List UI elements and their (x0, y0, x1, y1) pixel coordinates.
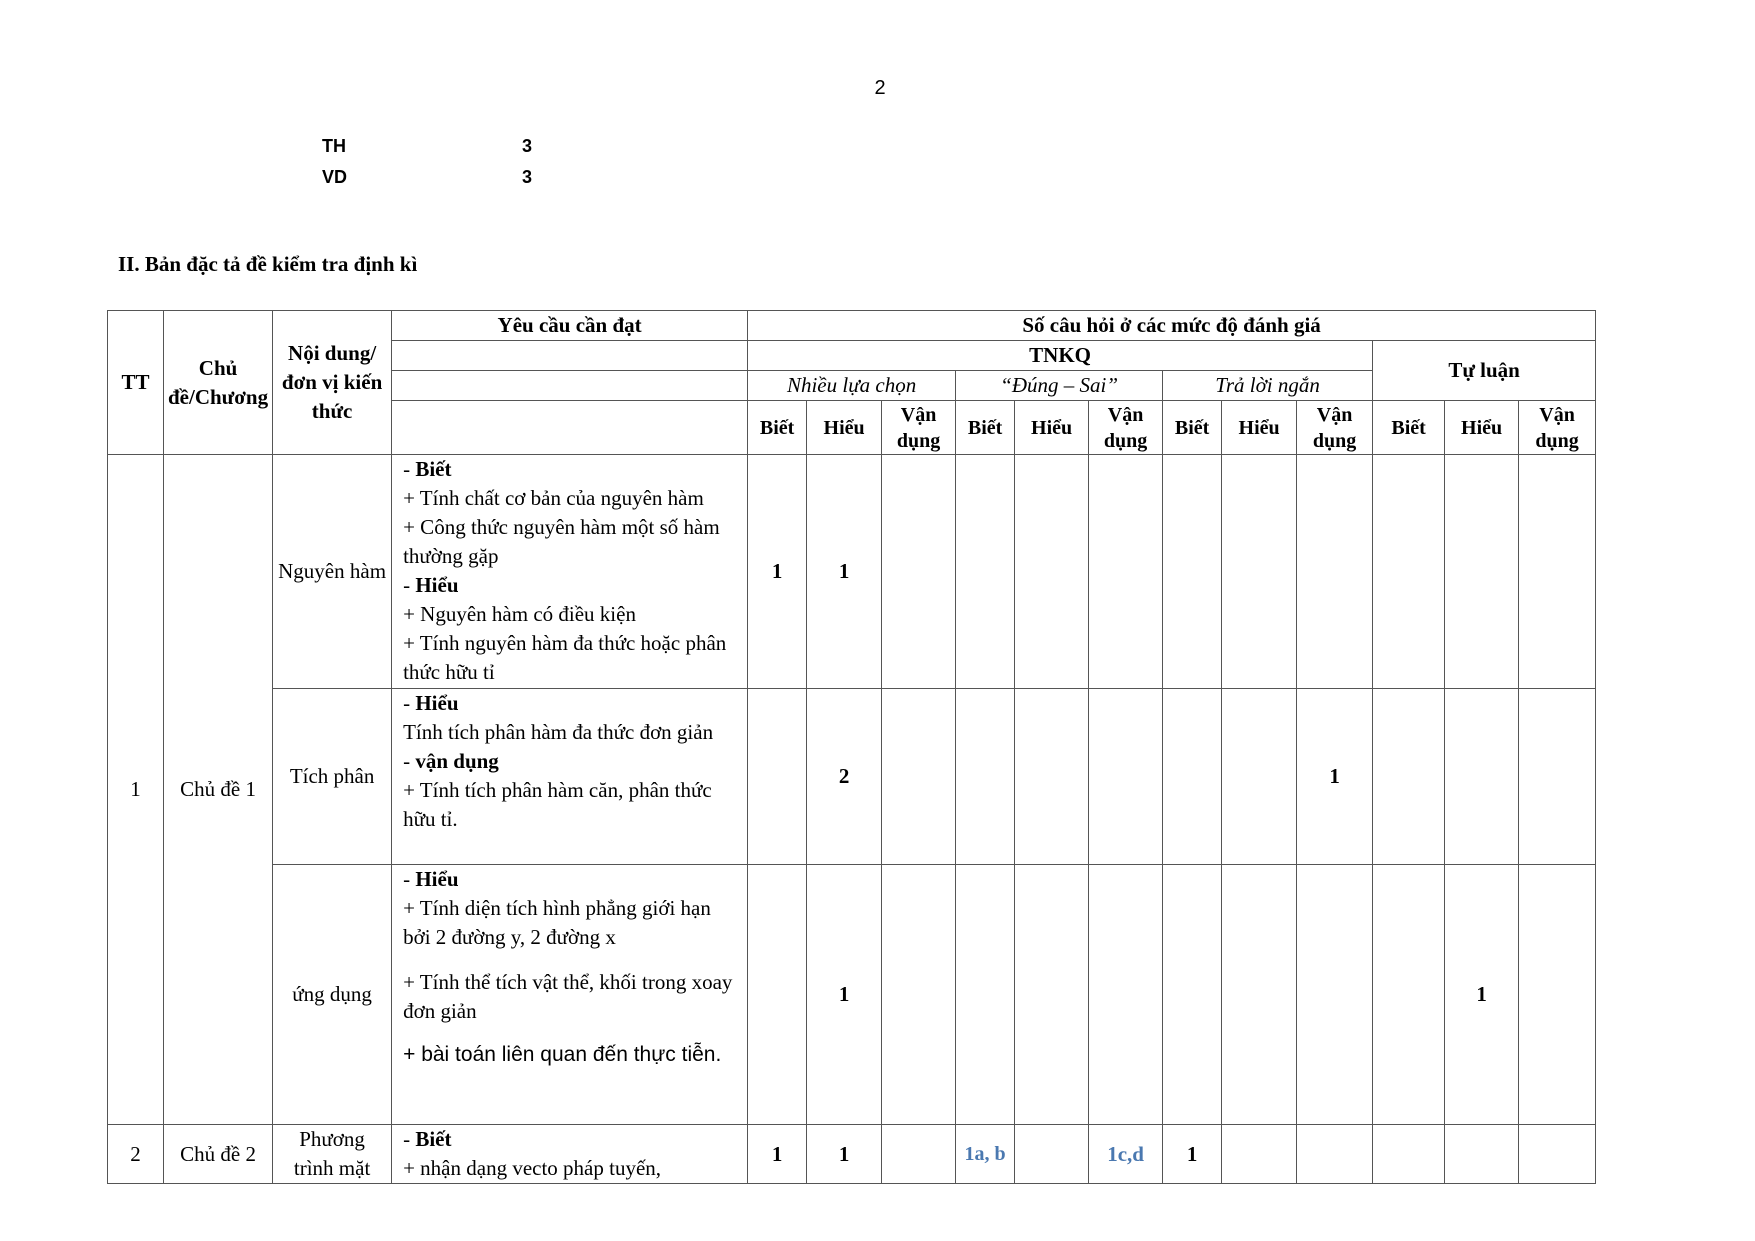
count-cell (748, 865, 807, 1125)
page-number: 2 (874, 77, 886, 99)
header-blank (392, 341, 748, 371)
req-line: - Hiểu (403, 691, 459, 715)
header-short-answer: Trả lời ngắn (1163, 371, 1373, 401)
count-cell: 1a, b (956, 1125, 1015, 1184)
req-line: + Tính chất cơ bản của nguyên hàm (403, 486, 704, 510)
header-blank (392, 371, 748, 401)
count-cell (956, 689, 1015, 865)
count-cell (1015, 865, 1089, 1125)
header-content: Nội dung/đơn vị kiến thức (273, 311, 392, 455)
count-cell (1445, 455, 1519, 689)
level-header: Hiểu (1445, 401, 1519, 455)
count-cell (1222, 455, 1297, 689)
cell-topic: Chủ đề 2 (164, 1125, 273, 1184)
level-header: Hiểu (1015, 401, 1089, 455)
cell-content: Phương trình mặt (273, 1125, 392, 1184)
req-line: + Tính diện tích hình phẳng giới hạn bởi 2 đường y, 2 đường x (403, 896, 711, 949)
cell-content: ứng dụng (273, 865, 392, 1125)
count-cell (882, 689, 956, 865)
count-cell (1373, 689, 1445, 865)
count-cell (1445, 1125, 1519, 1184)
table-row (108, 1125, 1596, 1184)
table-row (108, 865, 1596, 1125)
count-cell (1163, 689, 1222, 865)
header-true-false: “Đúng – Sai” (956, 371, 1163, 401)
header-requirement: Yêu cầu cần đạt (392, 311, 748, 341)
count-cell (1519, 865, 1596, 1125)
header-tt: TT (108, 311, 164, 455)
count-cell (1297, 865, 1373, 1125)
req-line: - Biết (403, 1127, 452, 1151)
count-cell (1089, 689, 1163, 865)
count-cell: 1 (748, 1125, 807, 1184)
summary-row (322, 136, 532, 167)
cell-content: Nguyên hàm (273, 455, 392, 689)
count-cell (882, 865, 956, 1125)
count-cell (1015, 455, 1089, 689)
cell-tt: 1 (108, 455, 164, 1125)
req-line: + Tính nguyên hàm đa thức hoặc phân thức hữu tỉ (403, 631, 727, 684)
req-line: + Tính thể tích vật thể, khối trong xoay đơn giản (403, 970, 733, 1023)
count-cell (1015, 689, 1089, 865)
req-line: + bài toán liên quan đến thực tiễn. (403, 1043, 722, 1066)
spec-table (107, 310, 1596, 1184)
req-line: - Hiểu (403, 573, 459, 597)
header-topic: Chủ đề/Chương (164, 311, 273, 455)
summary-label: TH (322, 136, 346, 156)
count-cell: 1 (748, 455, 807, 689)
count-cell: 1c,d (1089, 1125, 1163, 1184)
count-cell (956, 865, 1015, 1125)
count-cell (882, 455, 956, 689)
cell-content: Tích phân (273, 689, 392, 865)
level-header: Biết (1373, 401, 1445, 455)
cell-topic: Chủ đề 1 (164, 455, 273, 1125)
count-cell (1373, 865, 1445, 1125)
req-line: - Hiểu (403, 867, 459, 891)
count-cell (1163, 455, 1222, 689)
level-header: Biết (956, 401, 1015, 455)
level-header: Vận dụng (1519, 401, 1596, 455)
req-line: - vận dụng (403, 749, 499, 773)
req-line: + Nguyên hàm có điều kiện (403, 602, 636, 626)
cell-requirement (392, 689, 748, 865)
level-header: Vận dụng (1297, 401, 1373, 455)
req-line: Tính tích phân hàm đa thức đơn giản (403, 720, 714, 744)
count-cell (1297, 455, 1373, 689)
cell-requirement (392, 455, 748, 689)
summary-value: 3 (522, 167, 533, 187)
count-cell (1015, 1125, 1089, 1184)
count-cell (1089, 865, 1163, 1125)
count-cell (1519, 1125, 1596, 1184)
count-cell (748, 689, 807, 865)
level-header: Biết (1163, 401, 1222, 455)
summary-row (322, 167, 532, 198)
count-cell (1519, 455, 1596, 689)
cell-requirement (392, 1125, 748, 1184)
count-cell (882, 1125, 956, 1184)
summary-value: 3 (522, 136, 533, 156)
count-cell: 1 (1445, 865, 1519, 1125)
count-cell (956, 455, 1015, 689)
count-cell: 1 (1297, 689, 1373, 865)
req-line: + nhận dạng vecto pháp tuyến, (403, 1156, 662, 1180)
count-cell: 1 (1163, 1125, 1222, 1184)
table-row (108, 689, 1596, 865)
table-row (108, 455, 1596, 689)
level-header: Vận dụng (1089, 401, 1163, 455)
count-cell: 2 (807, 689, 882, 865)
cell-tt: 2 (108, 1125, 164, 1184)
count-cell (1373, 455, 1445, 689)
count-cell: 1 (807, 1125, 882, 1184)
count-cell: 1 (807, 865, 882, 1125)
level-header: Biết (748, 401, 807, 455)
count-cell (1519, 689, 1596, 865)
count-cell (1445, 689, 1519, 865)
level-header: Hiểu (1222, 401, 1297, 455)
req-line: + Tính tích phân hàm căn, phân thức hữu tỉ. (403, 778, 712, 831)
cell-requirement (392, 865, 748, 1125)
header-mcq: Nhiều lựa chọn (748, 371, 956, 401)
count-cell (1089, 455, 1163, 689)
level-header: Hiểu (807, 401, 882, 455)
req-line: + Công thức nguyên hàm một số hàm thường gặp (403, 515, 720, 568)
section-title: II. Bản đặc tả đề kiểm tra định kì (118, 252, 418, 276)
count-cell (1163, 865, 1222, 1125)
count-cell (1373, 1125, 1445, 1184)
header-blank (392, 401, 748, 455)
level-header: Vận dụng (882, 401, 956, 455)
count-cell: 1 (807, 455, 882, 689)
count-cell (1297, 1125, 1373, 1184)
summary-label: VD (322, 167, 348, 187)
count-cell (1222, 1125, 1297, 1184)
summary-block (322, 136, 532, 198)
header-tnkq: TNKQ (748, 341, 1373, 371)
header-essay: Tự luận (1373, 341, 1596, 401)
header-count: Số câu hỏi ở các mức độ đánh giá (748, 311, 1596, 341)
req-line: - Biết (403, 457, 452, 481)
count-cell (1222, 689, 1297, 865)
count-cell (1222, 865, 1297, 1125)
